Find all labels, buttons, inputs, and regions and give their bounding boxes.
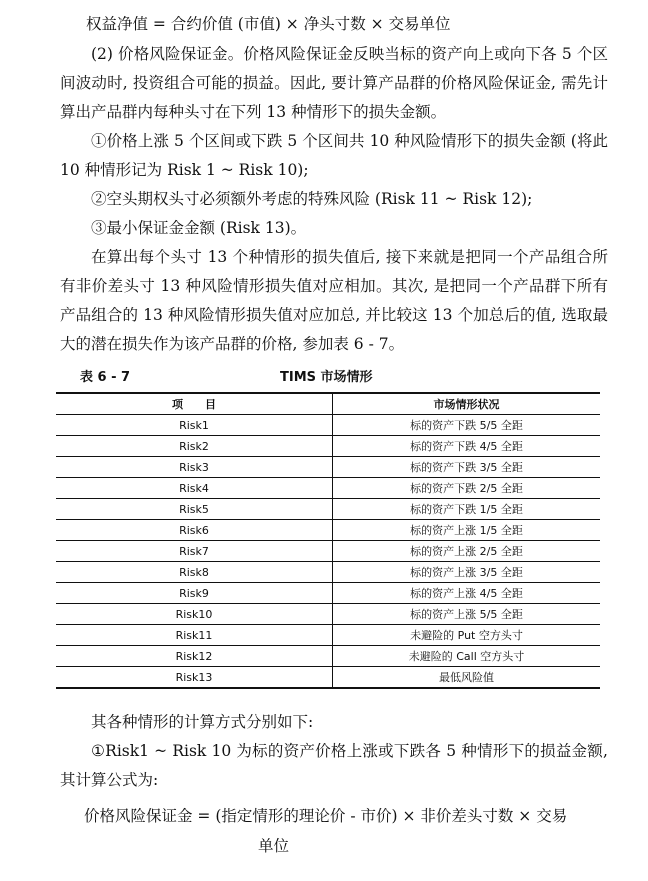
price-risk-formula-continued: 单位 — [258, 837, 290, 855]
risk-id-cell: Risk2 — [56, 436, 333, 457]
risk-id-cell: Risk9 — [56, 583, 333, 604]
table-body — [56, 415, 600, 689]
scenario-cell: 标的资产上涨 5/5 全距 — [333, 604, 601, 625]
table-row — [56, 625, 600, 646]
risk-id-cell: Risk7 — [56, 541, 333, 562]
scenario-cell: 标的资产上涨 4/5 全距 — [333, 583, 601, 604]
table-row — [56, 604, 600, 625]
risk-id-cell: Risk1 — [56, 415, 333, 436]
table-row — [56, 541, 600, 562]
table-row — [56, 436, 600, 457]
table-row — [56, 646, 600, 667]
paragraph-item-1: ①价格上涨 5 个区间或下跌 5 个区间共 10 种风险情形下的损失金额 (将此 10 种情形记为 Risk 1 ~ Risk 10); — [60, 132, 608, 179]
scenario-cell: 标的资产上涨 2/5 全距 — [333, 541, 601, 562]
scenario-cell: 未避险的 Put 空方头寸 — [333, 625, 601, 646]
risk-id-cell: Risk4 — [56, 478, 333, 499]
header-scenario: 市场情形状况 — [333, 393, 601, 415]
scenario-cell: 标的资产下跌 2/5 全距 — [333, 478, 601, 499]
risk-id-cell: Risk3 — [56, 457, 333, 478]
paragraph-calc-intro: 其各种情形的计算方式分别如下: — [91, 713, 314, 731]
paragraph-item-2: ②空头期权头寸必须额外考虑的特殊风险 (Risk 11 ~ Risk 12); — [91, 190, 533, 208]
body-text — [60, 40, 608, 359]
table-row — [56, 478, 600, 499]
table-row — [56, 415, 600, 436]
paragraph-item-3: ③最小保证金金额 (Risk 13)。 — [91, 219, 307, 237]
tims-scenario-table — [56, 392, 600, 689]
table-row — [56, 667, 600, 689]
table-number: 表 6 - 7 — [80, 370, 131, 385]
table-row — [56, 457, 600, 478]
price-risk-formula: 价格风险保证金 = (指定情形的理论价 - 市价) × 非价差头寸数 × 交易 — [84, 807, 568, 825]
table-row — [56, 520, 600, 541]
net-equity-formula: 权益净值 = 合约价值 (市值) × 净头寸数 × 交易单位 — [86, 15, 451, 33]
table-row — [56, 562, 600, 583]
table-row — [56, 583, 600, 604]
scenario-cell: 未避险的 Call 空方头寸 — [333, 646, 601, 667]
paragraph-summation: 在算出每个头寸 13 个种情形的损失值后, 接下来就是把同一个产品组合所有非价差头寸 13 种风险情形损失值对应相加。其次, 是把同一个产品群下所有产品组合的 13 种风险情形损失值对应加总, 并比较这 13 个加总后的值, 选取最大的潜在损失作为该产品群的价格, 参加表 6 - 7。 — [60, 248, 608, 353]
risk-id-cell: Risk11 — [56, 625, 333, 646]
paragraph-risk1-10: ①Risk1 ~ Risk 10 为标的资产价格上涨或下跌各 5 种情形下的损益金额, 其计算公式为: — [60, 742, 608, 789]
scenario-cell: 标的资产上涨 3/5 全距 — [333, 562, 601, 583]
scenario-cell: 标的资产下跌 4/5 全距 — [333, 436, 601, 457]
risk-id-cell: Risk8 — [56, 562, 333, 583]
scenario-cell: 标的资产下跌 3/5 全距 — [333, 457, 601, 478]
after-table-text — [60, 708, 608, 795]
risk-id-cell: Risk6 — [56, 520, 333, 541]
paragraph-price-risk: (2) 价格风险保证金。价格风险保证金反映当标的资产向上或向下各 5 个区间波动时, 投资组合可能的损益。因此, 要计算产品群的价格风险保证金, 需先计算出产品群内每种头寸在下列 13 种情形下的损失金额。 — [60, 45, 608, 121]
table-title: TIMS 市场情形 — [280, 370, 373, 385]
risk-id-cell: Risk13 — [56, 667, 333, 689]
scenario-cell: 最低风险值 — [333, 667, 601, 689]
risk-id-cell: Risk12 — [56, 646, 333, 667]
risk-id-cell: Risk5 — [56, 499, 333, 520]
scenario-cell: 标的资产下跌 5/5 全距 — [333, 415, 601, 436]
scenario-cell: 标的资产下跌 1/5 全距 — [333, 499, 601, 520]
table-row — [56, 499, 600, 520]
scenario-cell: 标的资产上涨 1/5 全距 — [333, 520, 601, 541]
risk-id-cell: Risk10 — [56, 604, 333, 625]
header-item: 项 目 — [56, 393, 333, 415]
table-header-row — [56, 393, 600, 415]
